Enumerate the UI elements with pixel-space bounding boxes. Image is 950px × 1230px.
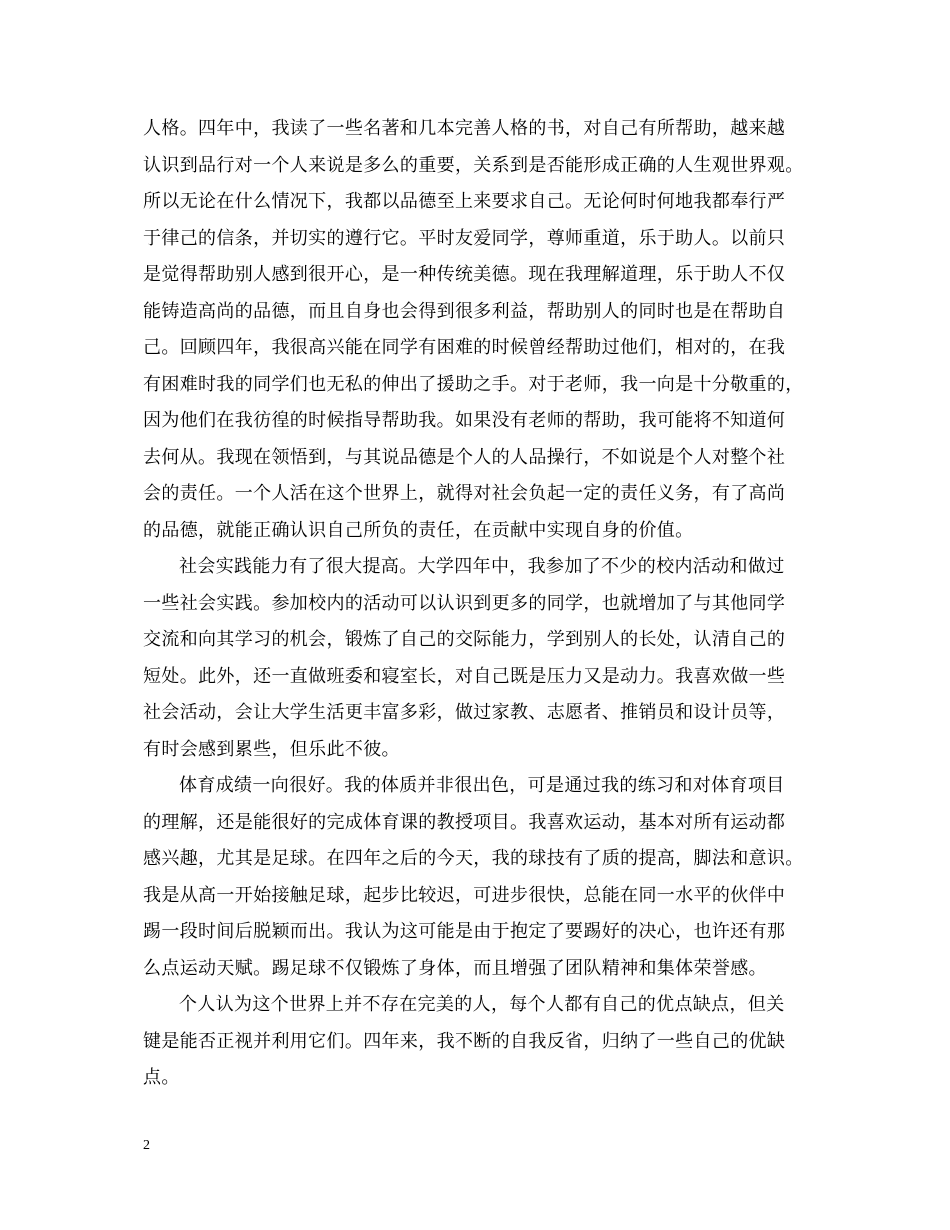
text-line: 一些社会实践。参加校内的活动可以认识到更多的同学，也就增加了与其他同学	[143, 592, 786, 614]
text-line: 社会实践能力有了很大提高。大学四年中，我参加了不少的校内活动和做过	[179, 556, 785, 577]
text-line: 是觉得帮助别人感到很开心，是一种传统美德。现在我理解道理，乐于助人不仅	[143, 264, 786, 285]
text-line: 么点运动天赋。踢足球不仅锻炼了身体，而且增强了团队精神和集体荣誉感。	[143, 957, 767, 979]
text-line: 点。	[143, 1067, 180, 1088]
text-line: 的品德，就能正确认识自己所负的责任，在贡献中实现自身的价值。	[143, 519, 694, 541]
text-line: 会的责任。一个人活在这个世界上，就得对社会负起一定的责任义务，有了高尚	[143, 483, 786, 504]
text-line: 我是从高一开始接触足球，起步比较迟，可进步很快，总能在同一水平的伙伴中	[143, 884, 786, 906]
text-line: 社会活动，会让大学生活更丰富多彩，做过家教、志愿者、推销员和设计员等，	[143, 702, 786, 723]
text-line: 于律己的信条，并切实的遵行它。平时友爱同学，尊师重道，乐于助人。以前只	[143, 227, 786, 249]
page-number: 2	[143, 1138, 150, 1153]
text-line: 体育成绩一向很好。我的体质并非很出色，可是通过我的练习和对体育项目	[179, 775, 785, 796]
text-line: 认识到品行对一个人来说是多么的重要，关系到是否能形成正确的人生观世界观。	[143, 154, 804, 176]
text-line: 己。回顾四年，我很高兴能在同学有困难的时候曾经帮助过他们，相对的，在我	[143, 337, 786, 358]
text-line: 去何从。我现在领悟到，与其说品德是个人的人品操行，不如说是个人对整个社	[143, 446, 786, 468]
body-text	[143, 111, 823, 1097]
text-line: 能铸造高尚的品德，而且自身也会得到很多利益，帮助别人的同时也是在帮助自	[143, 300, 786, 322]
text-line: 所以无论在什么情况下，我都以品德至上来要求自己。无论何时何地我都奉行严	[143, 191, 786, 212]
text-line: 的理解，还是能很好的完成体育课的教授项目。我喜欢运动，基本对所有运动都	[143, 811, 786, 833]
text-line: 有困难时我的同学们也无私的伸出了援助之手。对于老师，我一向是十分敬重的，	[143, 373, 804, 395]
text-line: 因为他们在我彷徨的时候指导帮助我。如果没有老师的帮助，我可能将不知道何	[143, 410, 786, 431]
text-line: 有时会感到累些，但乐此不彼。	[143, 738, 400, 760]
text-line: 踢一段时间后脱颖而出。我认为这可能是由于抱定了要踢好的决心，也许还有那	[143, 921, 786, 942]
text-line: 短处。此外，还一直做班委和寝室长，对自己既是压力又是动力。我喜欢做一些	[143, 665, 786, 687]
text-line: 交流和向其学习的机会，锻炼了自己的交际能力，学到别人的长处，认清自己的	[143, 629, 786, 650]
text-line: 人格。四年中，我读了一些名著和几本完善人格的书，对自己有所帮助，越来越	[143, 118, 786, 139]
text-line: 感兴趣，尤其是足球。在四年之后的今天，我的球技有了质的提高，脚法和意识。	[143, 848, 804, 869]
text-line: 个人认为这个世界上并不存在完美的人，每个人都有自己的优点缺点，但关	[179, 994, 785, 1015]
text-line: 键是能否正视并利用它们。四年来，我不断的自我反省，归纳了一些自己的优缺	[143, 1030, 786, 1052]
